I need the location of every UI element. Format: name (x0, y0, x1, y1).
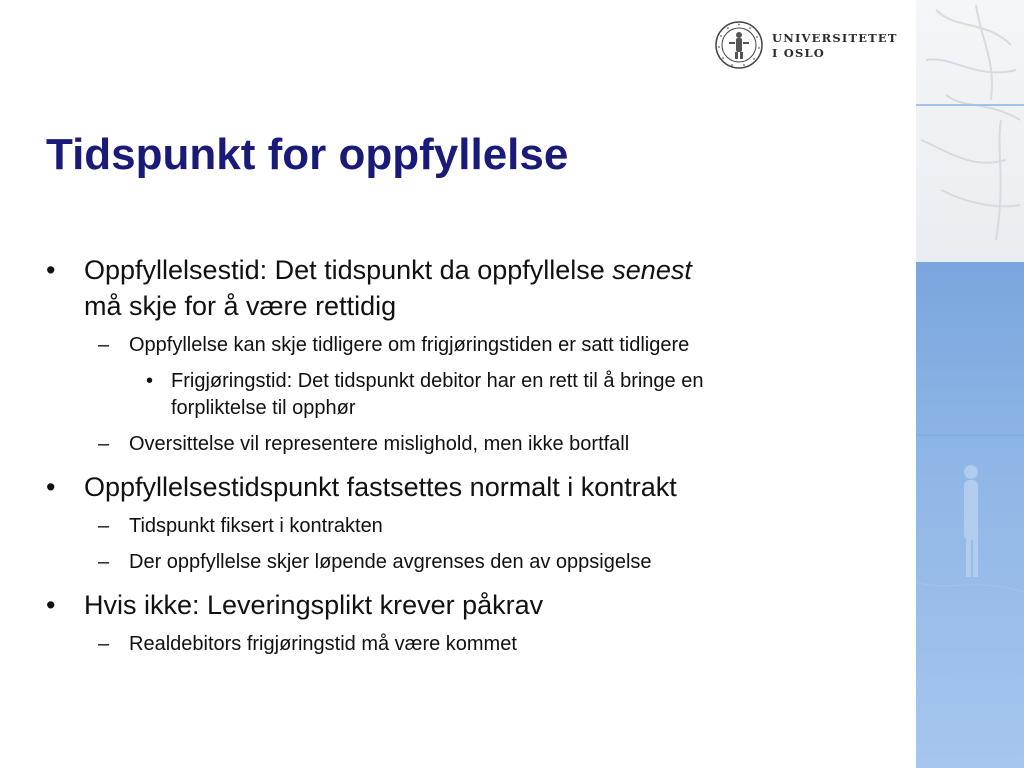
bullet-item-level2 (46, 431, 866, 458)
band-divider-line (916, 434, 1024, 436)
decorative-side-band (916, 0, 1024, 768)
bullet-emphasis: senest (612, 255, 692, 285)
bullet-item-level3 (46, 368, 866, 422)
bullet-text-line: må skje for å være rettidig (84, 291, 397, 321)
bullet-item-level2 (46, 332, 866, 359)
bullet-text: Oppfyllelsestidspunkt fastsettes normalt i kontrakt (84, 472, 677, 502)
bullet-item-level2 (46, 549, 866, 576)
bullet-text-line: Frigjøringstid: Det tidspunkt debitor har en rett til å bringe en (171, 370, 704, 392)
university-name-line1: UNIVERSITETET (772, 31, 898, 45)
bullet-item-level1 (46, 252, 866, 324)
bullet-text-line: forpliktelse til opphør (171, 397, 356, 419)
bullet-list (46, 252, 866, 658)
university-name (772, 31, 898, 61)
university-seal-icon (714, 20, 764, 70)
bullet-item-level1 (46, 469, 866, 505)
bullet-text: Realdebitors frigjøringstid må være kommet (129, 633, 517, 655)
sculpture-sketch-icon (916, 0, 1024, 262)
bullet-text: Oversittelse vil representere mislighold, men ikke bortfall (129, 433, 630, 455)
statue-silhouette-icon (916, 262, 1024, 768)
bullet-marker: • (46, 472, 56, 502)
dash-marker: – (98, 633, 110, 655)
bullet-text: Der oppfyllelse skjer løpende avgrenses den av oppsigelse (129, 551, 652, 573)
university-logo (714, 20, 904, 72)
bullet-item-level2 (46, 513, 866, 540)
bullet-text-line (84, 252, 866, 288)
dash-marker: – (98, 334, 110, 356)
bullet-marker: • (146, 370, 154, 392)
bullet-text: Oppfyllelse kan skje tidligere om frigjøringstiden er satt tidligere (129, 334, 690, 356)
bullet-item-level2 (46, 631, 866, 658)
slide-title: Tidspunkt for oppfyllelse (46, 130, 569, 179)
dash-marker: – (98, 433, 110, 455)
bullet-text: Hvis ikke: Leveringsplikt krever påkrav (84, 590, 544, 620)
bullet-marker: • (46, 255, 56, 285)
bullet-item-level1 (46, 587, 866, 623)
bullet-text: Tidspunkt fiksert i kontrakten (129, 515, 383, 537)
university-name-line2: I OSLO (772, 46, 826, 60)
dash-marker: – (98, 515, 110, 537)
dash-marker: – (98, 551, 110, 573)
bullet-marker: • (46, 590, 56, 620)
bullet-text: Oppfyllelsestid: Det tidspunkt da oppfyllelse (84, 255, 613, 285)
band-divider-line (916, 104, 1024, 106)
